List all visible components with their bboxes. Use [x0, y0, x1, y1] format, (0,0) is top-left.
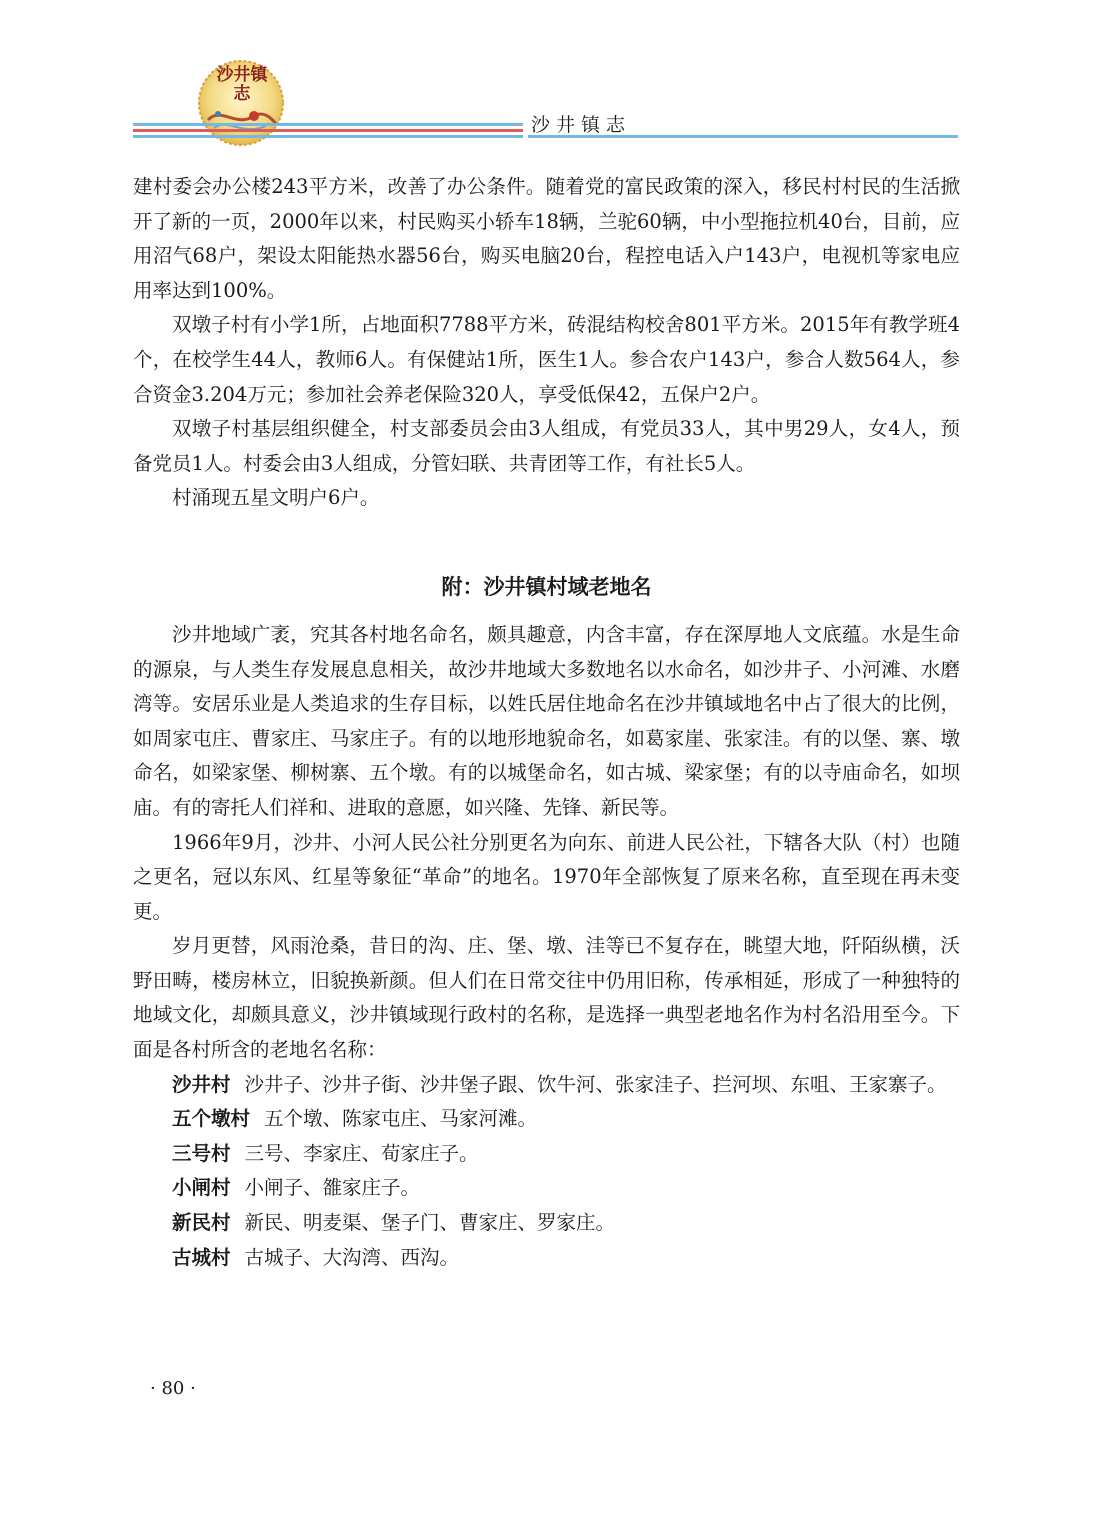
- header-rule-blue-top: [133, 123, 523, 126]
- village-entry: [133, 1241, 960, 1276]
- paragraph: 双墩子村有小学1所，占地面积7788平方米，砖混结构校舍801平方米。2015年有教学班4个，在校学生44人，教师6人。有保健站1所，医生1人。参合农户143户，参合人数564人，参合资金3.204万元；参加社会养老保险320人，享受低保42，五保户2户。: [133, 313, 960, 406]
- village-name: 沙井村: [172, 1072, 231, 1096]
- village-entry: [133, 1171, 960, 1206]
- section-title: 附：沙井镇村域老地名: [441, 574, 652, 599]
- page-number: · 80 ·: [150, 1378, 196, 1399]
- village-places: 古城子、大沟湾、西沟。: [244, 1245, 460, 1269]
- paragraph: 双墩子村基层组织健全，村支部委员会由3人组成，有党员33人，其中男29人，女4人，预备党员1人。村委会由3人组成，分管妇联、共青团等工作，有社长5人。: [133, 417, 960, 475]
- paragraph: 建村委会办公楼243平方米，改善了办公条件。随着党的富民政策的深入，移民村村民的生活掀开了新的一页，2000年以来，村民购买小轿车18辆，兰驼60辆，中小型拖拉机40台，目前，应用沼气68户，架设太阳能热水器56台，购买电脑20台，程控电话入户143户，电视机等家电应用率达到100%。: [133, 175, 960, 302]
- village-entry: [133, 1068, 960, 1103]
- paragraph: 村涌现五星文明户6户。: [172, 486, 380, 510]
- village-entry: [133, 1102, 960, 1137]
- village-entry: [133, 1206, 960, 1241]
- village-name: 新民村: [172, 1211, 231, 1235]
- village-places: 小闸子、雒家庄子。: [244, 1176, 421, 1200]
- village-name: 小闸村: [172, 1176, 231, 1200]
- header-rule-red: [133, 129, 523, 132]
- paragraph: 1966年9月，沙井、小河人民公社分别更名为向东、前进人民公社，下辖各大队（村）也随之更名，冠以东风、红星等象征“革命”的地名。1970年全部恢复了原来名称，直至现在再未变更。: [133, 830, 960, 923]
- page-header: [0, 0, 1093, 150]
- village-name: 三号村: [172, 1141, 231, 1165]
- village-entry: [133, 1137, 960, 1172]
- paragraph: 岁月更替，风雨沧桑，昔日的沟、庄、堡、墩、洼等已不复存在，眺望大地，阡陌纵横，沃野田畴，楼房林立，旧貌换新颜。但人们在日常交往中仍用旧称，传承相延，形成了一种独特的地域文化，却颇具意义，沙井镇域现行政村的名称，是选择一典型老地名作为村名沿用至今。下面是各村所含的老地名名称：: [133, 934, 960, 1062]
- logo-title: 沙井镇志: [216, 65, 268, 104]
- running-head: 沙井镇志: [531, 114, 632, 136]
- village-places: 沙井子、沙井子街、沙井堡子跟、饮牛河、张家洼子、拦河坝、东咀、王家寨子。: [244, 1072, 947, 1096]
- village-name: 古城村: [172, 1245, 231, 1269]
- village-places: 五个墩、陈家屯庄、马家河滩。: [264, 1107, 538, 1131]
- village-name: 五个墩村: [172, 1107, 251, 1131]
- paragraph: 沙井地域广袤，究其各村地名命名，颇具趣意，内含丰富，存在深厚地人文底蕴。水是生命的源泉，与人类生存发展息息相关，故沙井地域大多数地名以水命名，如沙井子、小河滩、水磨湾等。安居乐业是人类追求的生存目标，以姓氏居住地命名在沙井镇域地名中占了很大的比例，如周家屯庄、曹家庄、马家庄子。有的以地形地貌命名，如葛家崖、张家洼。有的以堡、寨、墩命名，如梁家堡、柳树寨、五个墩。有的以城堡命名，如古城、梁家堡；有的以寺庙命名，如坝庙。有的寄托人们祥和、进取的意愿，如兴隆、先锋、新民等。: [133, 622, 960, 819]
- village-places: 三号、李家庄、荀家庄子。: [244, 1141, 479, 1165]
- page-body: [133, 170, 960, 1275]
- header-rule-blue-bottom: [133, 135, 523, 138]
- village-places: 新民、明麦渠、堡子门、曹家庄、罗家庄。: [244, 1211, 616, 1235]
